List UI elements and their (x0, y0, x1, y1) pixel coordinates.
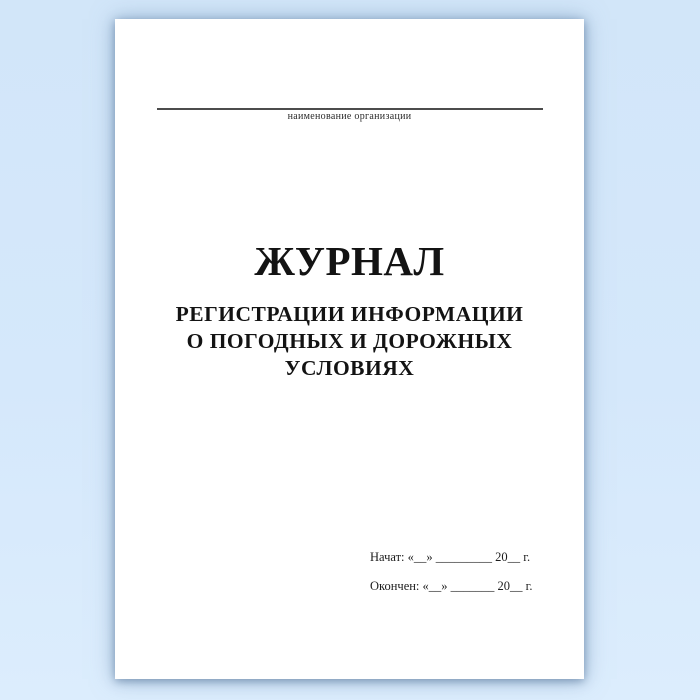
journal-cover-page (115, 19, 584, 679)
date-started-line: Начат: «__» _________ 20__ г. (370, 550, 531, 564)
organization-name-block (115, 19, 584, 122)
date-finished-line: Окончен: «__» _______ 20__ г. (370, 579, 533, 593)
organization-name-blank-line (157, 108, 543, 110)
organization-name-caption: наименование организации (287, 111, 412, 122)
subtitle-line-3: УСЛОВИЯХ (284, 356, 415, 380)
title-block (115, 240, 584, 382)
subtitle-line-2: О ПОГОДНЫХ И ДОРОЖНЫХ (186, 329, 513, 353)
dates-block (370, 550, 533, 608)
journal-title: ЖУРНАЛ (254, 238, 445, 284)
journal-subtitle (115, 301, 584, 382)
subtitle-line-1: РЕГИСТРАЦИИ ИНФОРМАЦИИ (175, 302, 524, 326)
